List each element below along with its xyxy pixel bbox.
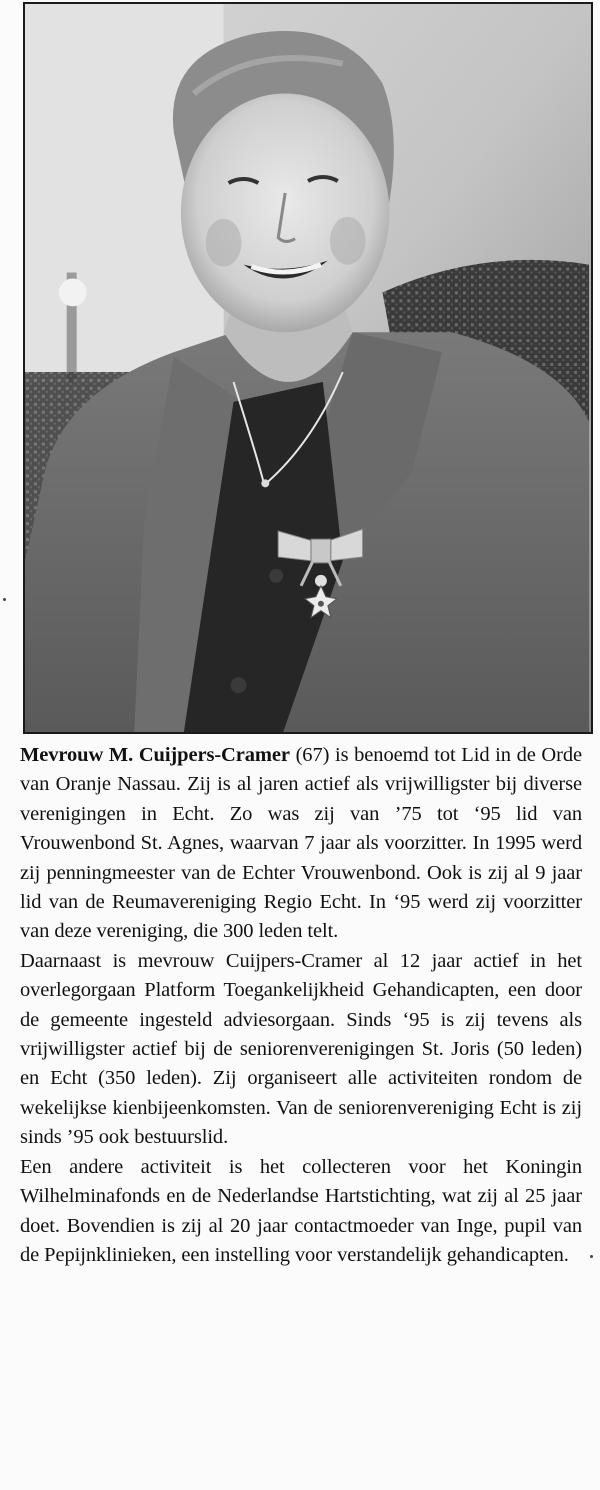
jacket-button xyxy=(269,569,283,583)
print-speck xyxy=(590,1255,593,1258)
print-speck xyxy=(3,598,6,601)
honoree-name: Mevrouw M. Cuijpers-Cramer xyxy=(20,744,290,766)
face xyxy=(181,94,390,333)
jacket-button xyxy=(231,677,247,693)
portrait-photo xyxy=(23,2,593,734)
photo-caption xyxy=(20,741,582,1270)
caption-paragraph-2: Daarnaast is mevrouw Cuijpers-Cramer al 12 jaar actief in het overlegorgaan Platform Toegankelijkheid Gehandicapten, een door de gemeente ingesteld adviesorgaan. Sinds ‘95 is zij tevens als vrijwilligster actief bij de seniorenverenigingen St. Joris (50 leden) en Echt (350 leden). Zij organiseert alle activiteiten rondom de wekelijkse kienbijeenkomsten. Van de seniorenvereniging Echt is zij sinds ’95 ook bestuurslid. xyxy=(20,949,582,1149)
portrait-illustration xyxy=(25,4,591,732)
caption-paragraph-1-text: (67) is benoemd tot Lid in de Orde van Oranje Nassau. Zij is al jaren actief als vrijwilligster bij diverse verenigingen in Echt. Zo was zij van ’75 tot ‘95 lid van Vrouwenbond St. Agnes, waarvan 7 jaar als voorzitter. In 1995 werd zij penningmeester van de Echter Vrouwenbond. Ook is zij al 9 jaar lid van de Reumavereniging Regio Echt. In ‘95 werd zij voorzitter van deze vereniging, die 300 leden telt. xyxy=(20,744,582,943)
caption-paragraph-3: Een andere activiteit is het collecteren voor het Koningin Wilhelminafonds en de Nederlandse Hartstichting, wat zij al 25 jaar doet. Bovendien is zij al 20 jaar contactmoeder van Inge, pupil van de Pepijnklinieken, een instelling voor verstandelijk gehandicapten. xyxy=(20,1155,582,1266)
caption-paragraph-1 xyxy=(20,741,582,947)
